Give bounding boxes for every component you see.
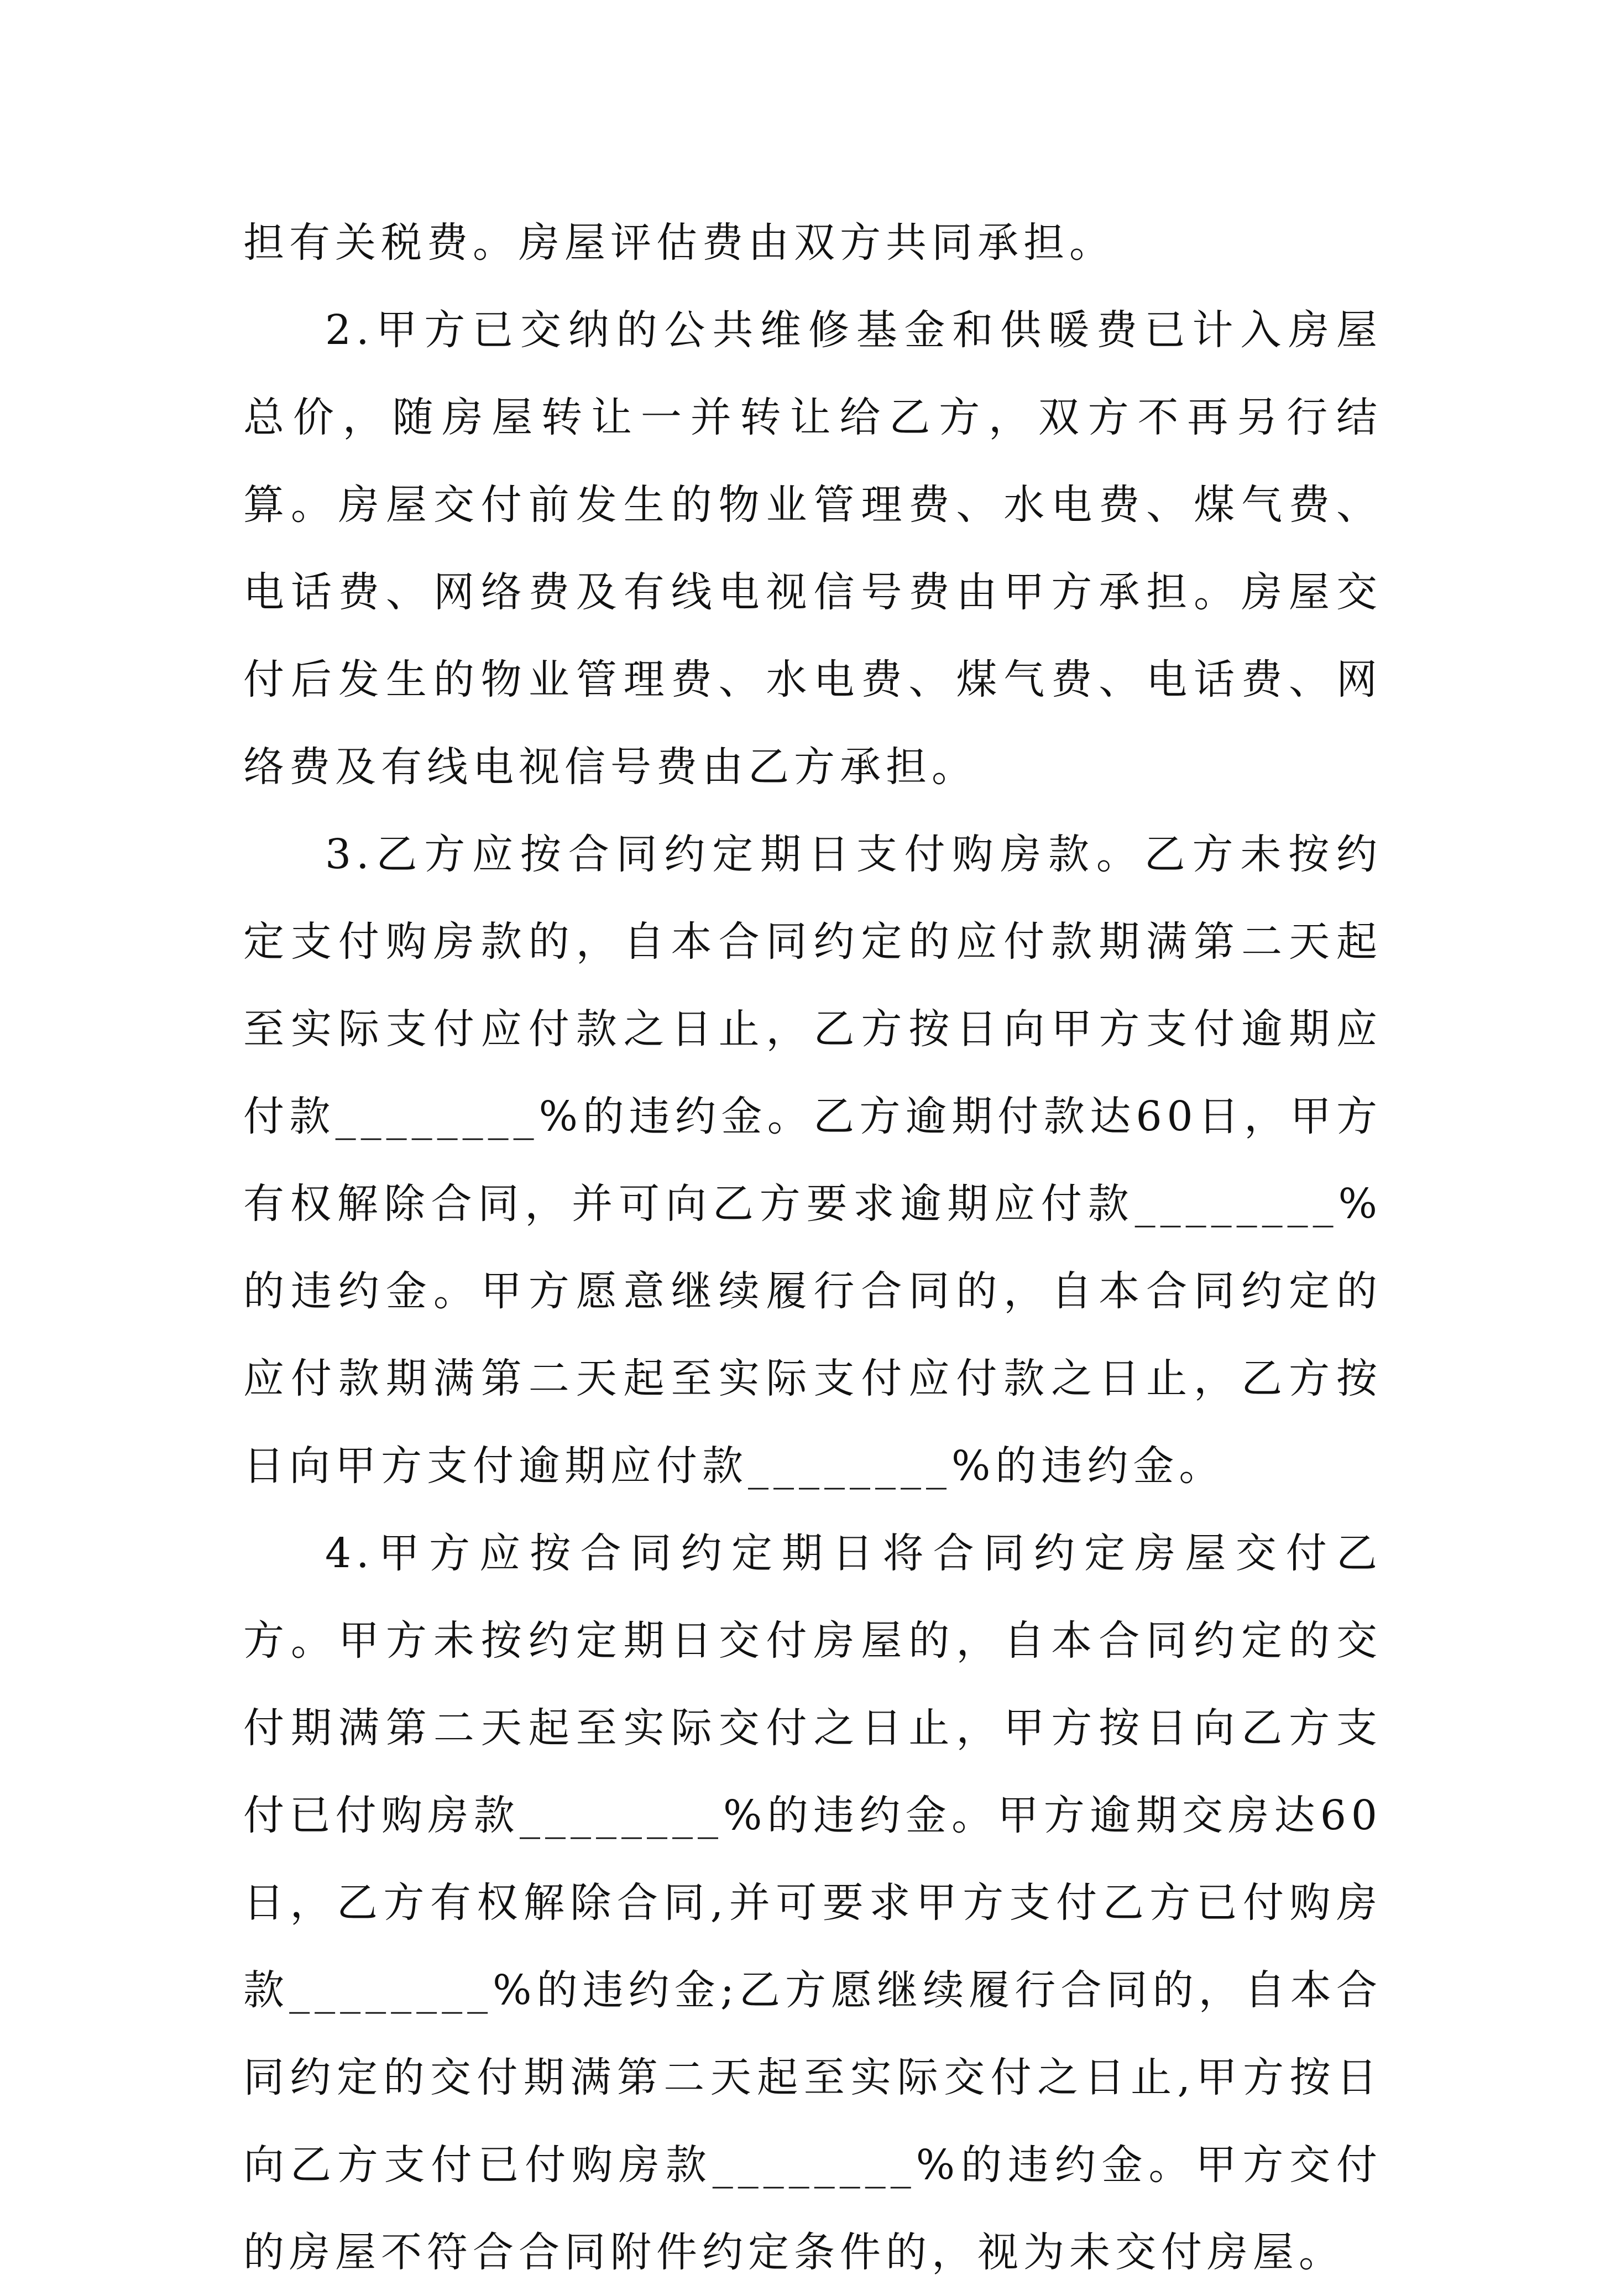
paragraph-tax-fees: 担有关税费。房屋评估费由双方共同承担。: [243, 219, 1115, 267]
paragraph-clause-2: 2.甲方已交纳的公共维修基金和供暖费已计入房屋总价，随房屋转让一并转让给乙方，双方不再另行结算。房屋交付前发生的物业管理费、水电费、煤气费、电话费、网络费及有线电视信号费由甲方承担。房屋交付后发生的物业管理费、水电费、煤气费、电话费、网络费及有线电视信号费由乙方承担。: [243, 306, 1382, 791]
document-page: [243, 199, 1382, 2296]
paragraph-clause-3: 3.乙方应按合同约定期日支付购房款。乙方未按约定支付购房款的，自本合同约定的应付款期满第二天起至实际支付应付款之日止，乙方按日向甲方支付逾期应付款________%的违约金。乙方逾期付款达60日，甲方有权解除合同，并可向乙方要求逾期应付款________%的违约金。甲方愿意继续履行合同的，自本合同约定的应付款期满第二天起至实际支付应付款之日止，乙方按日向甲方支付逾期应付款________%的违约金。: [243, 831, 1382, 1490]
paragraph-clause-4: 4.甲方应按合同约定期日将合同约定房屋交付乙方。甲方未按约定期日交付房屋的，自本合同约定的交付期满第二天起至实际交付之日止，甲方按日向乙方支付已付购房款________%的违约金。甲方逾期交房达60日，乙方有权解除合同,并可要求甲方支付乙方已付购房款________%的违约金;乙方愿继续履行合同的，自本合同约定的交付期满第二天起至实际交付之日止,甲方按日向乙方支付已付购房款________%的违约金。甲方交付的房屋不符合合同附件约定条件的，视为未交付房屋。: [243, 1530, 1382, 2276]
